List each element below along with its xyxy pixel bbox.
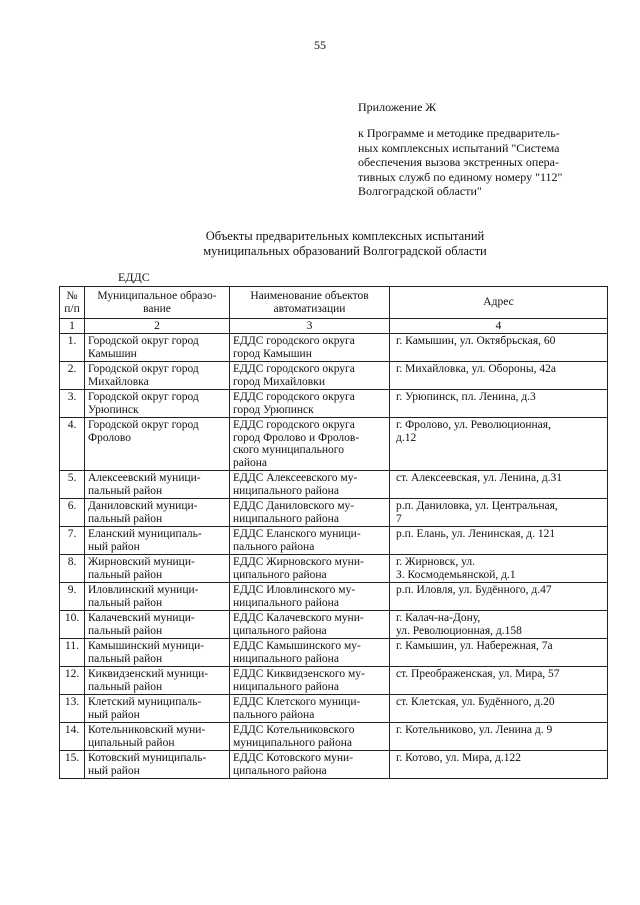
municipality-cell xyxy=(85,751,230,779)
address-cell xyxy=(390,555,608,583)
cell-line: г. Урюпинск, пл. Ленина, д.3 xyxy=(396,391,536,403)
row-number: 3. xyxy=(60,390,85,418)
cell-line: пальный район xyxy=(88,652,163,665)
cell-line: ципального района xyxy=(233,624,327,637)
row-number: 6. xyxy=(60,499,85,527)
object-name-cell xyxy=(230,527,390,555)
appendix-subtitle-line: ных комплексных испытаний "Система xyxy=(358,140,560,155)
address-cell xyxy=(390,527,608,555)
cell-line: ЕДДС Клетского муници- xyxy=(233,696,361,708)
cell-line: Клетский муниципаль- xyxy=(88,696,202,708)
cell-line: г. Камышин, ул. Октябрьская, 60 xyxy=(396,335,556,347)
object-name-cell xyxy=(230,667,390,695)
address-cell xyxy=(390,751,608,779)
header-line: автоматизации xyxy=(273,302,346,315)
municipality-cell xyxy=(85,499,230,527)
address-cell xyxy=(390,667,608,695)
cell-line: З. Космодемьянской, д.1 xyxy=(396,568,516,581)
table-row xyxy=(60,555,608,583)
table-row xyxy=(60,527,608,555)
cell-line: Калачевский муници- xyxy=(88,612,195,624)
municipality-cell xyxy=(85,471,230,499)
cell-line: пальный район xyxy=(88,484,163,497)
object-name-cell xyxy=(230,362,390,390)
cell-line: пальный район xyxy=(88,596,163,609)
cell-line: Даниловский муници- xyxy=(88,500,198,512)
cell-line: ниципального района xyxy=(233,484,339,497)
address-cell xyxy=(390,639,608,667)
table-title-line: Объекты предварительных комплексных испытаний xyxy=(205,229,485,243)
address-cell xyxy=(390,362,608,390)
cell-line: ный район xyxy=(88,764,140,777)
header-line: Адрес xyxy=(483,296,514,309)
header-line: Наименование объектов xyxy=(250,290,369,302)
table-row xyxy=(60,362,608,390)
header-address xyxy=(390,287,608,319)
cell-line: Еланский муниципаль- xyxy=(88,528,202,540)
municipality-cell xyxy=(85,583,230,611)
row-number: 1. xyxy=(60,334,85,362)
municipality-cell xyxy=(85,695,230,723)
address-cell xyxy=(390,471,608,499)
object-name-cell xyxy=(230,334,390,362)
cell-line: Котовский муниципаль- xyxy=(88,752,207,764)
cell-line: пального района xyxy=(233,708,315,721)
cell-line: ЕДДС Камышинского му- xyxy=(233,640,361,652)
cell-line: Михайловка xyxy=(88,375,149,388)
cell-line: ЕДДС городского округа xyxy=(233,363,355,375)
cell-line: ЕДДС Еланского муници- xyxy=(233,528,361,540)
cell-line: ниципального района xyxy=(233,652,339,665)
table-index-row xyxy=(60,319,608,334)
table-row xyxy=(60,499,608,527)
cell-line: ст. Преображенская, ул. Мира, 57 xyxy=(396,668,560,680)
address-cell xyxy=(390,611,608,639)
cell-line: г. Камышин, ул. Набережная, 7а xyxy=(396,640,553,652)
address-cell xyxy=(390,390,608,418)
row-number: 11. xyxy=(60,639,85,667)
cell-line: района xyxy=(233,456,268,469)
address-cell xyxy=(390,499,608,527)
cell-line: р.п. Елань, ул. Ленинская, д. 121 xyxy=(396,528,556,540)
table-title xyxy=(0,229,640,259)
table-row xyxy=(60,334,608,362)
cell-line: г. Фролово, ул. Революционная, xyxy=(396,419,551,431)
cell-line: Камышинский муници- xyxy=(88,640,205,652)
cell-line: ЕДДС Иловлинского му- xyxy=(233,584,356,596)
row-number: 14. xyxy=(60,723,85,751)
cell-line: ЕДДС Калачевского муни- xyxy=(233,612,364,624)
municipality-cell xyxy=(85,555,230,583)
row-number: 7. xyxy=(60,527,85,555)
address-cell xyxy=(390,695,608,723)
cell-line: Котельниковский муни- xyxy=(88,724,206,736)
row-number: 12. xyxy=(60,667,85,695)
cell-line: ЕДДС городского округа xyxy=(233,419,355,431)
object-name-cell xyxy=(230,695,390,723)
municipality-cell xyxy=(85,418,230,471)
address-cell xyxy=(390,418,608,471)
row-number: 10. xyxy=(60,611,85,639)
municipality-cell xyxy=(85,390,230,418)
row-number: 15. xyxy=(60,751,85,779)
row-number: 9. xyxy=(60,583,85,611)
municipality-cell xyxy=(85,611,230,639)
cell-line: р.п. Даниловка, ул. Центральная, xyxy=(396,500,558,512)
cell-line: город Урюпинск xyxy=(233,403,314,416)
cell-line: ниципального района xyxy=(233,596,339,609)
cell-line: ЕДДС Даниловского му- xyxy=(233,500,355,512)
table-body xyxy=(60,334,608,779)
row-number: 5. xyxy=(60,471,85,499)
cell-line: Урюпинск xyxy=(88,403,139,416)
cell-line: 7 xyxy=(396,512,402,525)
table-row xyxy=(60,695,608,723)
appendix-subtitle-line: тивных служб по единому номеру "112" xyxy=(358,169,563,184)
cell-line: ст. Клетская, ул. Будённого, д.20 xyxy=(396,696,555,708)
cell-line: ЕДДС Котельниковского xyxy=(233,724,355,736)
appendix-subtitle-line: обеспечения вызова экстренных опера- xyxy=(358,155,560,169)
cell-line: пального района xyxy=(233,540,315,553)
table-header-row xyxy=(60,287,608,319)
cell-line: ЕДДС Жирновского муни- xyxy=(233,556,364,568)
cell-line: ниципального района xyxy=(233,680,339,693)
cell-line: ул. Революционная, д.158 xyxy=(396,624,522,637)
cell-line: ниципального района xyxy=(233,512,339,525)
municipality-cell xyxy=(85,527,230,555)
header-line: № xyxy=(66,290,78,302)
table-row xyxy=(60,751,608,779)
section-label: ЕДДС xyxy=(118,270,150,284)
object-name-cell xyxy=(230,471,390,499)
cell-line: Иловлинский муници- xyxy=(88,584,199,596)
cell-line: Жирновский муници- xyxy=(88,556,195,568)
address-cell xyxy=(390,334,608,362)
header-municipality xyxy=(85,287,230,319)
table-row xyxy=(60,471,608,499)
address-cell xyxy=(390,583,608,611)
table-row xyxy=(60,583,608,611)
object-name-cell xyxy=(230,555,390,583)
header-object-name xyxy=(230,287,390,319)
column-index: 2 xyxy=(85,319,230,334)
address-cell xyxy=(390,723,608,751)
header-line: п/п xyxy=(64,302,80,315)
cell-line: Камышин xyxy=(88,347,137,360)
page-number: 55 xyxy=(314,38,326,52)
object-name-cell xyxy=(230,499,390,527)
municipality-cell xyxy=(85,667,230,695)
appendix-subtitle-line: Волгоградской области" xyxy=(358,184,482,198)
row-number: 4. xyxy=(60,418,85,471)
cell-line: Городской округ город xyxy=(88,419,199,431)
cell-line: г. Котово, ул. Мира, д.122 xyxy=(396,752,522,764)
object-name-cell xyxy=(230,390,390,418)
object-name-cell xyxy=(230,583,390,611)
cell-line: пальный район xyxy=(88,680,163,693)
cell-line: ЕДДС городского округа xyxy=(233,391,355,403)
cell-line: город Михайловки xyxy=(233,375,325,388)
cell-line: Киквидзенский муници- xyxy=(88,668,209,680)
header-line: вание xyxy=(143,302,171,315)
cell-line: ный район xyxy=(88,540,140,553)
municipality-cell xyxy=(85,362,230,390)
column-index: 4 xyxy=(390,319,608,334)
table-row xyxy=(60,418,608,471)
municipality-cell xyxy=(85,334,230,362)
object-name-cell xyxy=(230,611,390,639)
cell-line: Городской округ город xyxy=(88,363,199,375)
cell-line: ЕДДС городского округа xyxy=(233,335,355,347)
cell-line: Фролово xyxy=(88,431,132,444)
cell-line: г. Котельниково, ул. Ленина д. 9 xyxy=(396,724,553,736)
row-number: 2. xyxy=(60,362,85,390)
table-row xyxy=(60,723,608,751)
row-number: 8. xyxy=(60,555,85,583)
cell-line: пальный район xyxy=(88,512,163,525)
object-name-cell xyxy=(230,723,390,751)
cell-line: г. Михайловка, ул. Обороны, 42а xyxy=(396,363,556,375)
table-row xyxy=(60,611,608,639)
cell-line: Городской округ город xyxy=(88,335,199,347)
appendix-subtitle xyxy=(358,126,598,199)
header-number xyxy=(60,287,85,319)
object-name-cell xyxy=(230,639,390,667)
cell-line: пальный район xyxy=(88,624,163,637)
cell-line: ципальный район xyxy=(88,736,175,749)
cell-line: ный район xyxy=(88,708,140,721)
column-index: 1 xyxy=(60,319,85,334)
municipality-cell xyxy=(85,723,230,751)
cell-line: ципального района xyxy=(233,568,327,581)
cell-line: д.12 xyxy=(396,431,417,444)
municipality-cell xyxy=(85,639,230,667)
cell-line: ст. Алексеевская, ул. Ленина, д.31 xyxy=(396,472,563,484)
appendix-title: Приложение Ж xyxy=(358,100,437,114)
cell-line: г. Жирновск, ул. xyxy=(396,556,475,568)
cell-line: Алексеевский муници- xyxy=(88,472,201,484)
appendix-subtitle-line: к Программе и методике предваритель- xyxy=(358,126,560,140)
cell-line: ского муниципального xyxy=(233,444,344,456)
cell-line: р.п. Иловля, ул. Будённого, д.47 xyxy=(396,584,552,596)
cell-line: ЕДДС Киквидзенского му- xyxy=(233,668,365,680)
header-line: Муниципальное образо- xyxy=(97,290,217,302)
table-row xyxy=(60,390,608,418)
cell-line: город Камышин xyxy=(233,347,312,360)
cell-line: ЕДДС Котовского муни- xyxy=(233,752,354,764)
object-name-cell xyxy=(230,751,390,779)
cell-line: город Фролово и Фролов- xyxy=(233,431,360,444)
table-title-line: муниципальных образований Волгоградской области xyxy=(203,244,487,258)
cell-line: Городской округ город xyxy=(88,391,199,403)
column-index: 3 xyxy=(230,319,390,334)
cell-line: пальный район xyxy=(88,568,163,581)
table-row xyxy=(60,667,608,695)
object-name-cell xyxy=(230,418,390,471)
objects-table xyxy=(59,286,608,779)
cell-line: г. Калач-на-Дону, xyxy=(396,612,481,624)
cell-line: ЕДДС Алексеевского му- xyxy=(233,472,358,484)
row-number: 13. xyxy=(60,695,85,723)
cell-line: муниципального района xyxy=(233,736,352,749)
cell-line: ципального района xyxy=(233,764,327,777)
table-row xyxy=(60,639,608,667)
